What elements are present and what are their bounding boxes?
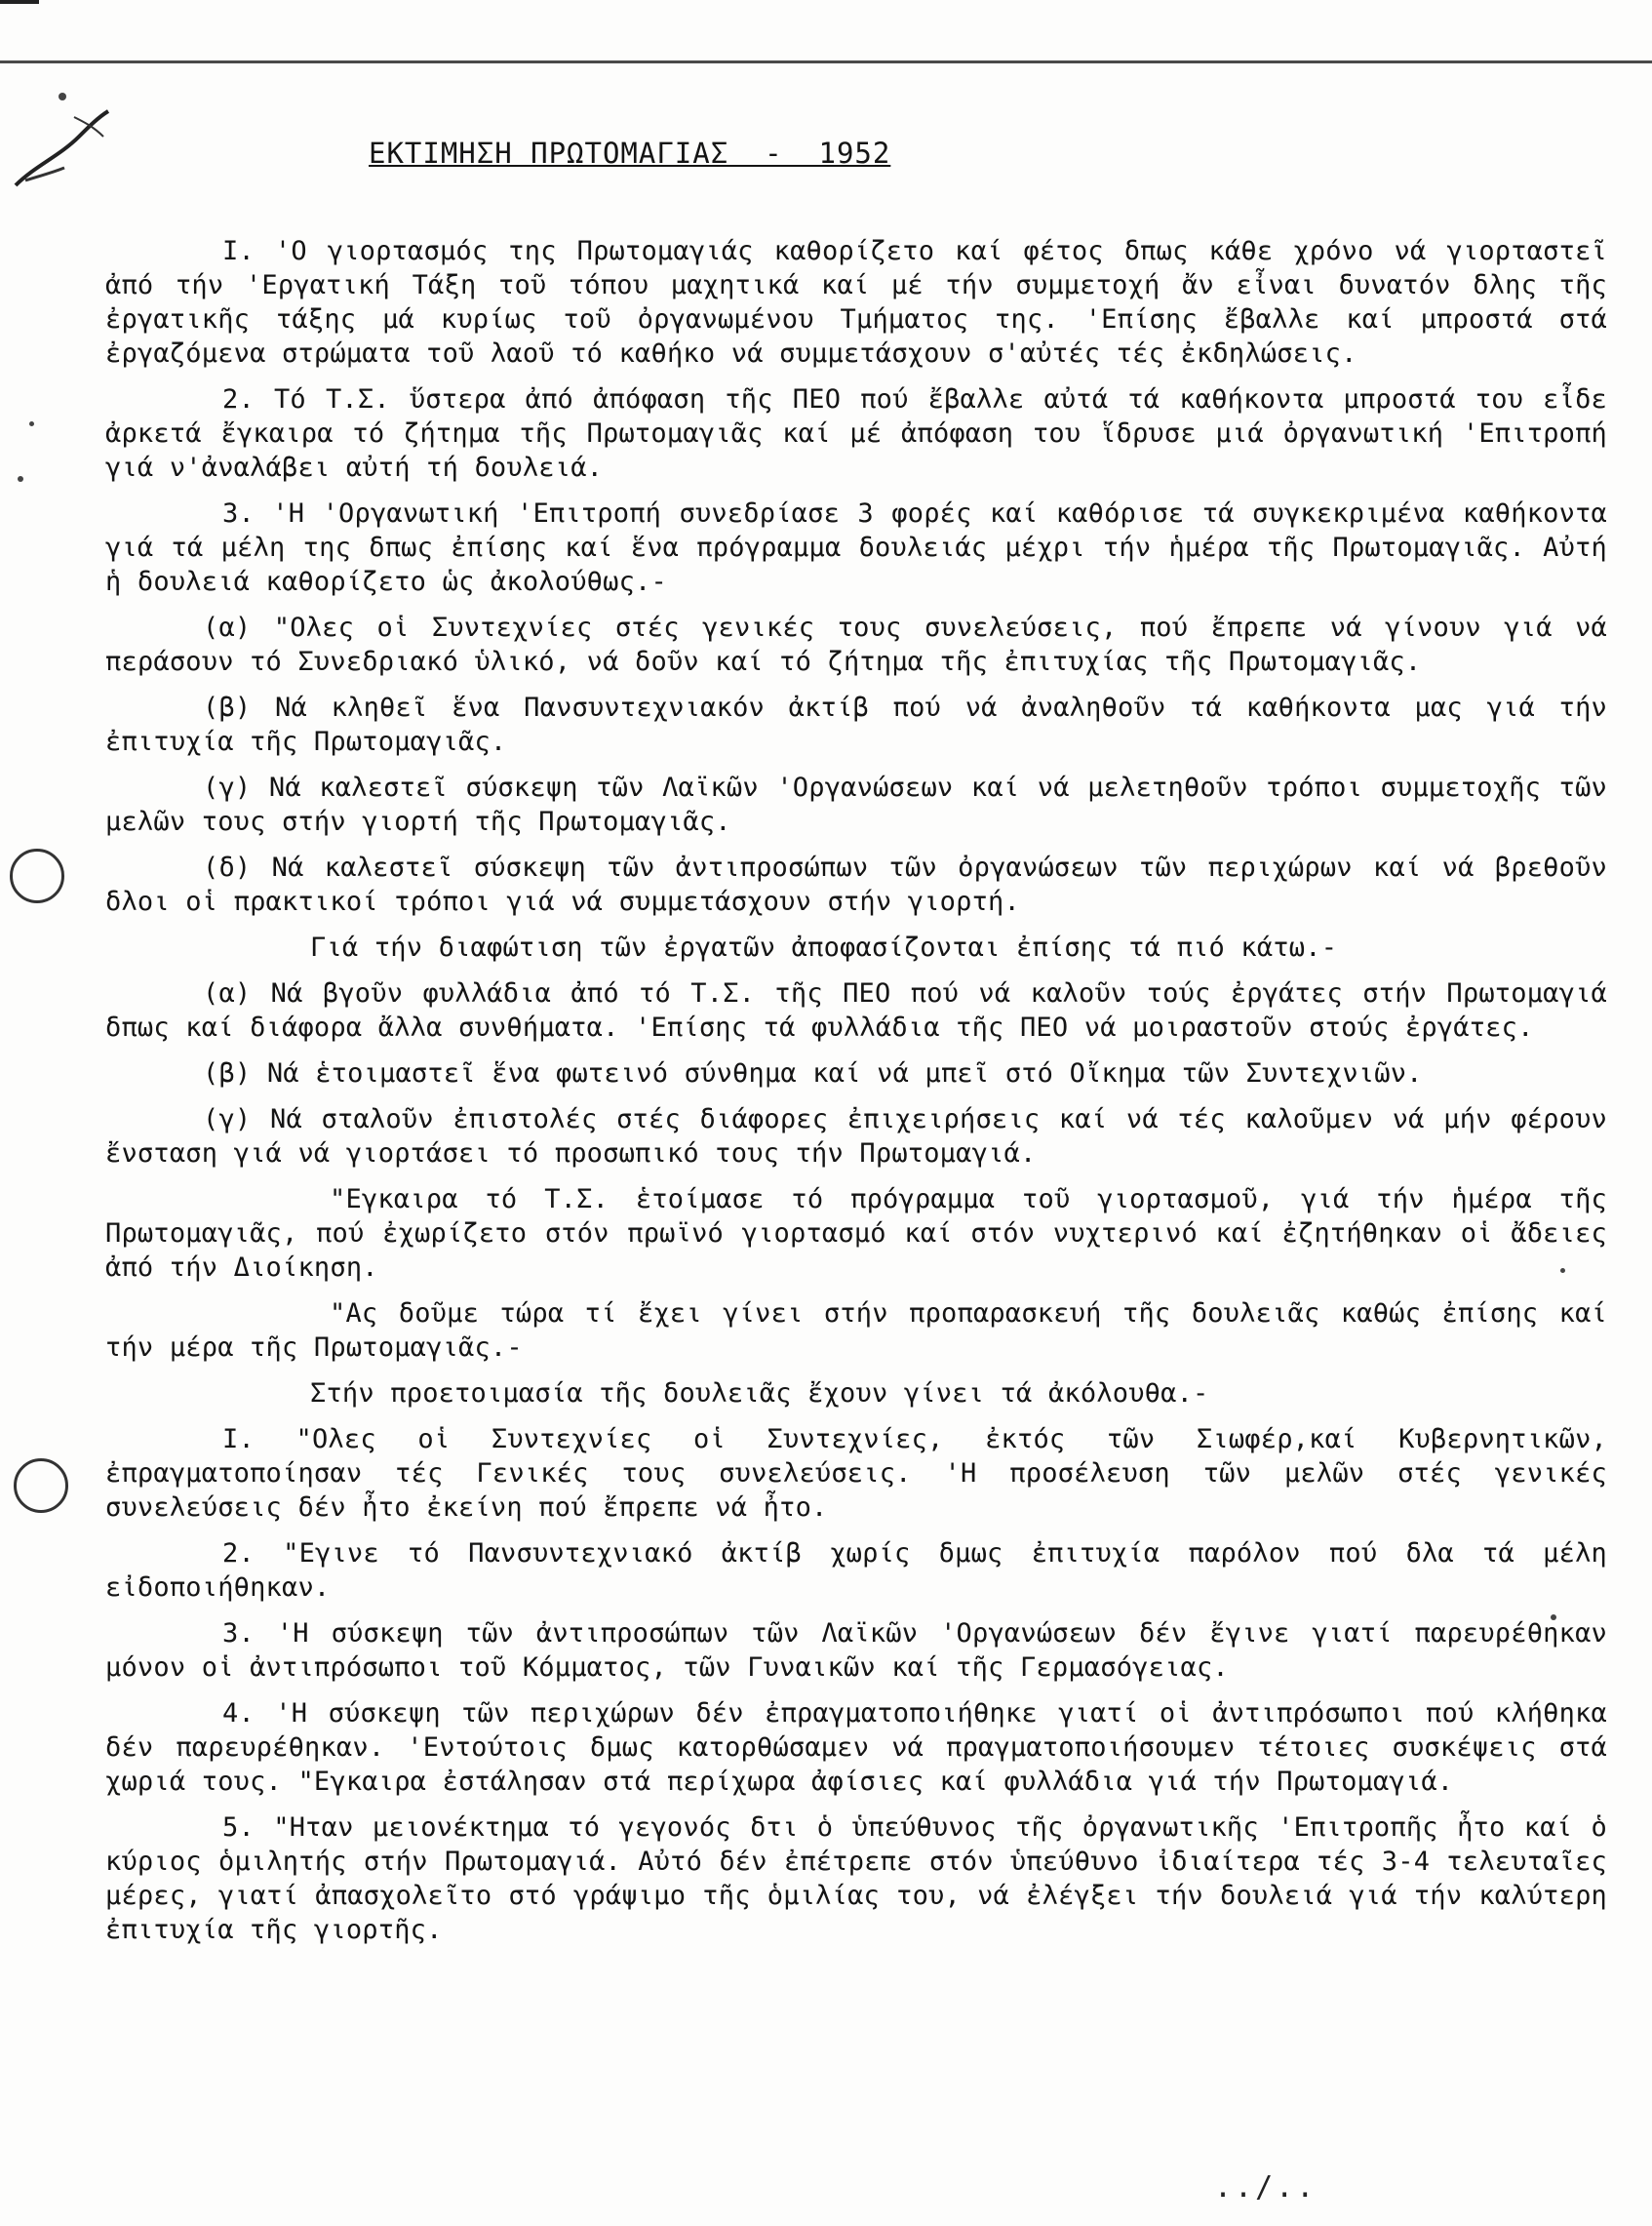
- paragraph: Γιά τήν διαφώτιση τῶν ἐργατῶν ἀποφασίζονται ἐπίσης τά πιό κάτω.-: [310, 933, 1338, 963]
- document-body: [105, 234, 1607, 1959]
- paragraph: (β) Νά ἑτοιμαστεῖ ἕνα φωτεινό σύνθημα καί νά μπεῖ στό Οἴκημα τῶν Συντεχνιῶν.: [203, 1058, 1423, 1089]
- paragraph: "Ας δοῦμε τώρα τί ἔχει γίνει στήν προπαρασκευή τῆς δουλειᾶς καθώς ἐπίσης καί τήν μέρα τῆς Πρωτομαγιᾶς.-: [105, 1298, 1607, 1363]
- document-title: ΕΚΤΙΜΗΣΗ ΠΡΩΤΟΜΑΓΙΑΣ - 1952: [369, 137, 891, 170]
- paper-edge-line: [0, 60, 1652, 63]
- paragraph: 4. 'Η σύσκεψη τῶν περιχώρων δέν ἐπραγματοποιήθηκε γιατί οἱ ἀντιπρόσωποι πού κλήθηκα δέν παρευρέθηκαν. 'Εντούτοις δμως κατορθώσαμεν νά πραγματοποιήσουμεν τέτοιες συσκέψεις στά χωριά τους. "Εγκαιρα ἐστάλησαν στά περίχωρα ἀφίσιες καί φυλλάδια γιά τήν Πρωτομαγιά.: [105, 1698, 1607, 1797]
- paragraph: Στήν προετοιμασία τῆς δουλειᾶς ἔχουν γίνει τά ἀκόλουθα.-: [310, 1378, 1209, 1409]
- paragraph: "Εγκαιρα τό Τ.Σ. ἑτοίμασε τό πρόγραμμα τοῦ γιορτασμοῦ, γιά τήν ἡμέρα τῆς Πρωτομαγιᾶς, πού ἐχωρίζετο στόν πρωϊνό γιορτασμό καί στόν νυχτερινό καί ἐζητήθηκαν οἱ ἄδειες ἀπό τήν Διοίκηση.: [105, 1184, 1607, 1283]
- paragraph: I. "Ολες οἱ Συντεχνίες οἱ Συντεχνίες, ἐκτός τῶν Σιωφέρ,καί Κυβερνητικῶν, ἐπραγματοποίησαν τές Γενικές τους συνελεύσεις. 'Η προσέλευση τῶν μελῶν στές γενικές συνελεύσεις δέν ἦτο ἐκείνη πού ἔπρεπε νά ἦτο.: [105, 1424, 1607, 1523]
- handwritten-mark-icon: [6, 98, 123, 195]
- ink-speck: [59, 93, 66, 100]
- corner-mark: [0, 0, 39, 4]
- ink-speck: [18, 476, 23, 482]
- paragraph: (β) Νά κληθεῖ ἕνα Πανσυντεχνιακόν ἀκτίβ πού νά ἀναληθοῦν τά καθήκοντα μας γιά τήν ἐπιτυχία τῆς Πρωτομαγιᾶς.: [105, 693, 1607, 757]
- paragraph: 3. 'Η 'Οργανωτική 'Επιτροπή συνεδρίασε 3 φορές καί καθόρισε τά συγκεκριμένα καθήκοντα γιά τά μέλη της δπως ἐπίσης καί ἕνα πρόγραμμα δουλειάς μέχρι τήν ἡμέρα τῆς Πρωτομαγιᾶς. Αὐτή ἡ δουλειά καθορίζετο ὡς ἀκολούθως.-: [105, 498, 1607, 597]
- paragraph: 3. 'Η σύσκεψη τῶν ἀντιπροσώπων τῶν Λαϊκῶν 'Οργανώσεων δέν ἔγινε γιατί παρευρέθηκαν μόνον οἱ ἀντιπρόσωποι τοῦ Κόμματος, τῶν Γυναικῶν καί τῆς Γερμασόγειας.: [105, 1618, 1607, 1683]
- paragraph: 5. "Ηταν μειονέκτημα τό γεγονός δτι ὁ ὑπεύθυνος τῆς ὀργανωτικῆς 'Επιτροπῆς ἦτο καί ὁ κύριος ὁμιλητής στήν Πρωτομαγιά. Αὐτό δέν ἐπέτρεπε στόν ὑπεύθυνο ἰδιαίτερα τές 3-4 τελευταῖες μέρες, γιατί ἀπασχολεῖτο στό γράψιμο τῆς ὁμιλίας του, νά ἐλέγξει τήν δουλειά γιά τήν καλύτερη ἐπιτυχία τῆς γιορτῆς.: [105, 1812, 1607, 1945]
- page-continuation-mark: ../..: [1214, 2170, 1318, 2205]
- punch-hole-icon: [14, 1458, 68, 1513]
- paragraph: 2. Τό Τ.Σ. ὕστερα ἀπό ἀπόφαση τῆς ΠΕΟ πού ἔβαλλε αὐτά τά καθήκοντα μπροστά του εἶδε ἀρκετά ἔγκαιρα τό ζήτημα τῆς Πρωτομαγιᾶς καί μέ ἀπόφαση του ἵδρυσε μιά ὀργανωτική 'Επιτροπή γιά ν'ἀναλάβει αὐτή τή δουλειά.: [105, 384, 1607, 483]
- paragraph: (α) "Ολες οἱ Συντεχνίες στές γενικές τους συνελεύσεις, πού ἔπρεπε νά γίνουν γιά νά περάσουν τό Συνεδριακό ὑλικό, νά δοῦν καί τό ζήτημα τῆς ἐπιτυχίας τῆς Πρωτομαγιᾶς.: [105, 613, 1607, 677]
- paragraph: (γ) Νά καλεστεῖ σύσκεψη τῶν Λαϊκῶν 'Οργανώσεων καί νά μελετηθοῦν τρόποι συμμετοχῆς τῶν μελῶν τους στήν γιορτή τῆς Πρωτομαγιᾶς.: [105, 773, 1607, 837]
- paragraph: (δ) Νά καλεστεῖ σύσκεψη τῶν ἀντιπροσώπων τῶν ὀργανώσεων τῶν περιχώρων καί νά βρεθοῦν δλοι οἱ πρακτικοί τρόποι γιά νά συμμετάσχουν στήν γιορτή.: [105, 853, 1607, 917]
- paragraph: (γ) Νά σταλοῦν ἐπιστολές στές διάφορες ἐπιχειρήσεις καί νά τές καλοῦμεν νά μήν φέρουν ἔνσταση γιά νά γιορτάσει τό προσωπικό τους τήν Πρωτομαγιά.: [105, 1104, 1607, 1169]
- paragraph: I. 'Ο γιορτασμός της Πρωτομαγιάς καθορίζετο καί φέτος δπως κάθε χρόνο νά γιορταστεῖ ἀπό τήν 'Εργατική Τάξη τοῦ τόπου μαχητικά καί μέ τήν συμμετοχή ἄν εἶναι δυνατόν δλης τῆς ἐργατικῆς τάξης μά κυρίως τοῦ ὀργανωμένου Τμήματος της. 'Επίσης ἔβαλλε καί μπροστά στά ἐργαζόμενα στρώματα τοῦ λαοῦ τό καθήκο νά συμμετάσχουν σ'αὐτές τές ἐκδηλώσεις.: [105, 236, 1607, 369]
- paragraph: 2. "Εγινε τό Πανσυντεχνιακό ἀκτίβ χωρίς δμως ἐπιτυχία παρόλον πού δλα τά μέλη εἰδοποιήθηκαν.: [105, 1538, 1607, 1603]
- ink-speck: [29, 421, 34, 426]
- paragraph: (α) Νά βγοῦν φυλλάδια ἀπό τό Τ.Σ. τῆς ΠΕΟ πού νά καλοῦν τούς ἐργάτες στήν Πρωτομαγιά δπως καί διάφορα ἄλλα συνθήματα. 'Επίσης τά φυλλάδια τῆς ΠΕΟ νά μοιραστοῦν στούς ἐργάτες.: [105, 978, 1607, 1043]
- punch-hole-icon: [10, 849, 64, 903]
